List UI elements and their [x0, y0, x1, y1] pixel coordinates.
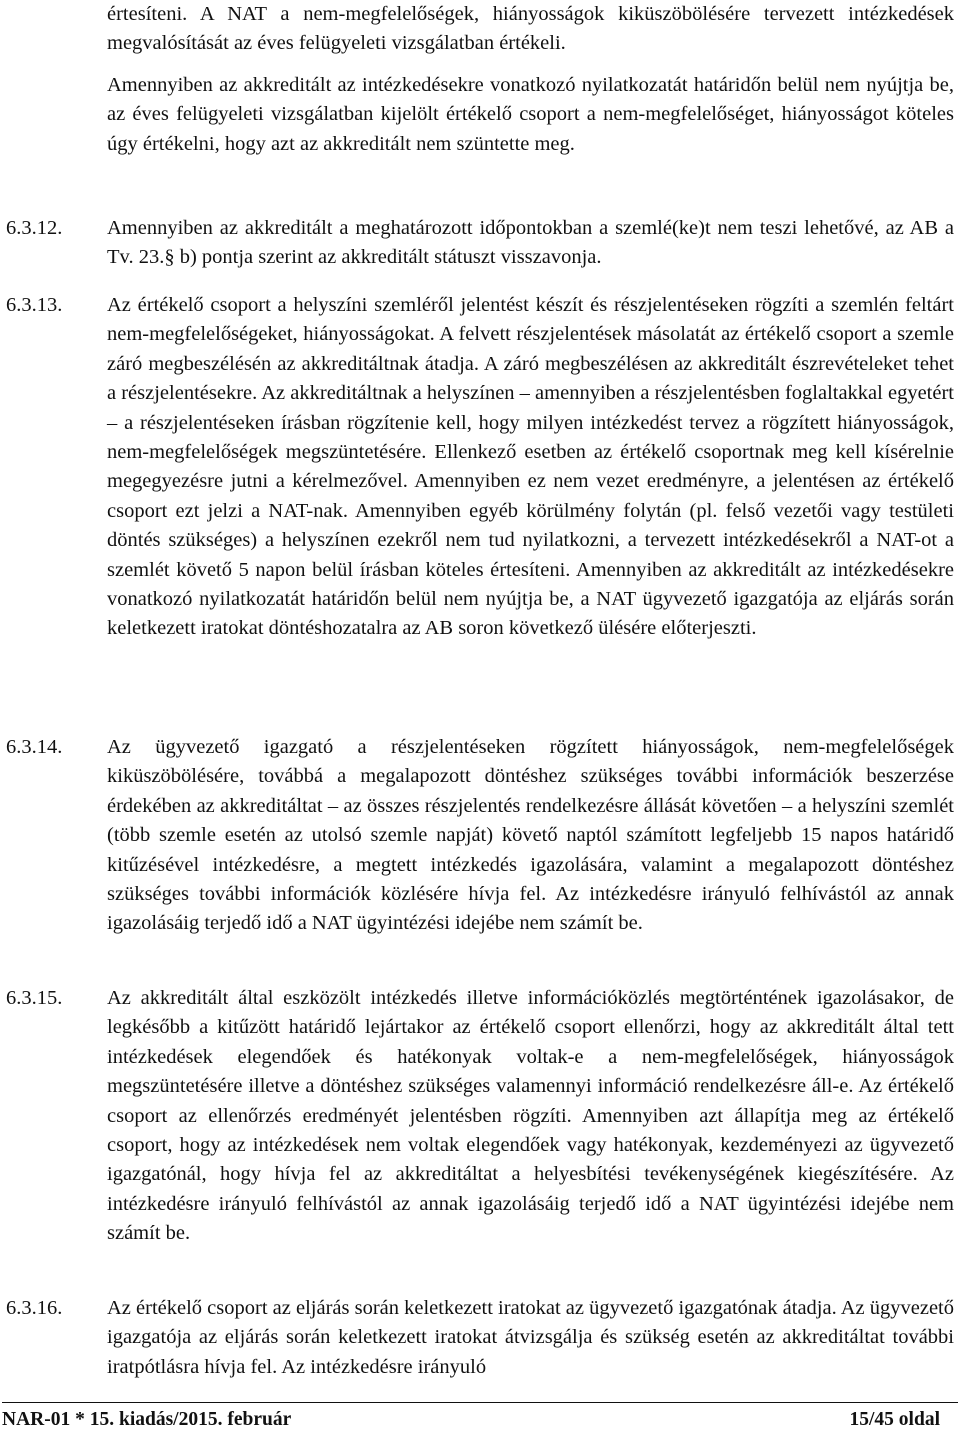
section-text: Az akkreditált által eszközölt intézkedés illetve információközlés megtörténtének igazolásakor, de legkésőbb a kitűzött határidő lejártakor az értékelő csoport ellenőrzi, hogy az akkreditált által tett intézkedések elegendőek és hatékonyak voltak-e a nem-megfelelőségek, hiányosságok megszüntetésére illetve a döntéshez szükséges valamennyi információ rendelkezésre áll-e. Az értékelő csoport az ellenőrzés eredményét jelentésben rögzíti. Amennyiben azt állapítja meg az értékelő csoport, hogy az intézkedések nem voltak elegendőek vagy hatékonyak, kezdeményezi az ügyvezető igazgatónál, hogy hívja fel az akkreditáltat a helyesbítési tevékenységének kiegészítésére. Az intézkedésre irányuló felhívástól az annak igazolásáig terjedő idő a NAT ügyintézési idejébe nem számít be. [107, 987, 954, 1245]
section-number: 6.3.15. [6, 987, 63, 1009]
nonconformity-paragraph: Amennyiben az akkreditált az intézkedésekre vonatkozó nyilatkozatát határidőn belül nem nyújtja be, az éves felügyeleti vizsgálatban kijelölt értékelő csoport a nem-megfelelőséget, hiányosságot köteles úgy értékelni, hogy azt az akkreditált nem szüntette meg. [107, 74, 954, 155]
section-number: 6.3.16. [6, 1297, 63, 1319]
continuation-paragraph: értesíteni. A NAT a nem-megfelelőségek, hiányosságok kiküszöbölésére tervezett intézkedések megvalósítását az éves felügyeleti vizsgálatban értékeli. [107, 3, 954, 55]
page-number: 15/45 oldal [849, 1409, 940, 1430]
section-number: 6.3.12. [6, 217, 63, 239]
section-text: Az értékelő csoport az eljárás során keletkezett iratokat az ügyvezető igazgatónak átadja. Az ügyvezető igazgatója az eljárás során keletkezett iratokat átvizsgálja és szükség esetén az akkreditáltat további iratpótlásra hívja fel. Az intézkedésre irányuló [107, 1297, 954, 1378]
document-edition: NAR-01 * 15. kiadás/2015. február [2, 1409, 292, 1430]
section-text: Az ügyvezető igazgató a részjelentéseken rögzített hiányosságok, nem-megfelelőségek kiküszöbölésére, továbbá a megalapozott döntéshez szükséges további információk beszerzése érdekében az akkreditáltat – az összes részjelentés rendelkezésre állását követően – a helyszíni szemlét (több szemle esetén az utolsó szemle napját) követő naptól számított legfeljebb 15 napos határidő kitűzésével intézkedésre, a megtett intézkedés igazolására, valamint a megalapozott döntéshez szükséges további információk közlésére hívja fel. Az intézkedésre irányuló felhívástól az annak igazolásáig terjedő idő a NAT ügyintézési idejébe nem számít be. [107, 736, 954, 935]
footer-divider [2, 1402, 958, 1403]
section-text: Amennyiben az akkreditált a meghatározott időpontokban a szemlé(ke)t nem teszi lehetővé, az AB a Tv. 23.§ b) pontja szerint az akkreditált státuszt visszavonja. [107, 217, 954, 269]
section-text: Az értékelő csoport a helyszíni szemléről jelentést készít és részjelentéseken rögzíti a szemlén feltárt nem-megfelelőségeket, hiányosságokat. A felvett részjelentések másolatát az értékelő csoport a szemle záró megbeszélésén az akkreditáltnak átadja. A záró megbeszélésen az akkreditált észrevételeket tehet a részjelentésekre. Az akkreditáltnak a helyszínen – amennyiben a részjelentésben foglaltakkal egyetért – a részjelentéseken írásban rögzítenie kell, hogy milyen intézkedést tervez a rögzített hiányosságok, nem-megfelelőségek megszüntetésére. Ellenkező esetben az értékelő csoportnak meg kell kísérelnie megegyezésre jutni a kérelmezővel. Amennyiben ez nem vezet eredményre, a jelentésen az értékelő csoport ezt jelzi a NAT-nak. Amennyiben egyéb körülmény folytán (pl. felső vezetői vagy testületi döntés szükséges) a helyszínen ezekről nem tud nyilatkozni, a tervezett intézkedésekről a NAT-ot a szemlét követő 5 napon belül írásban köteles értesíteni. Amennyiben az akkreditált az intézkedésekre vonatkozó nyilatkozatát határidőn belül nem nyújtja be, a NAT ügyvezető igazgatója az eljárás során keletkezett iratokat döntéshozatalra az AB soron következő ülésére előterjeszti. [107, 294, 954, 640]
section-number: 6.3.13. [6, 294, 63, 316]
section-number: 6.3.14. [6, 736, 63, 758]
